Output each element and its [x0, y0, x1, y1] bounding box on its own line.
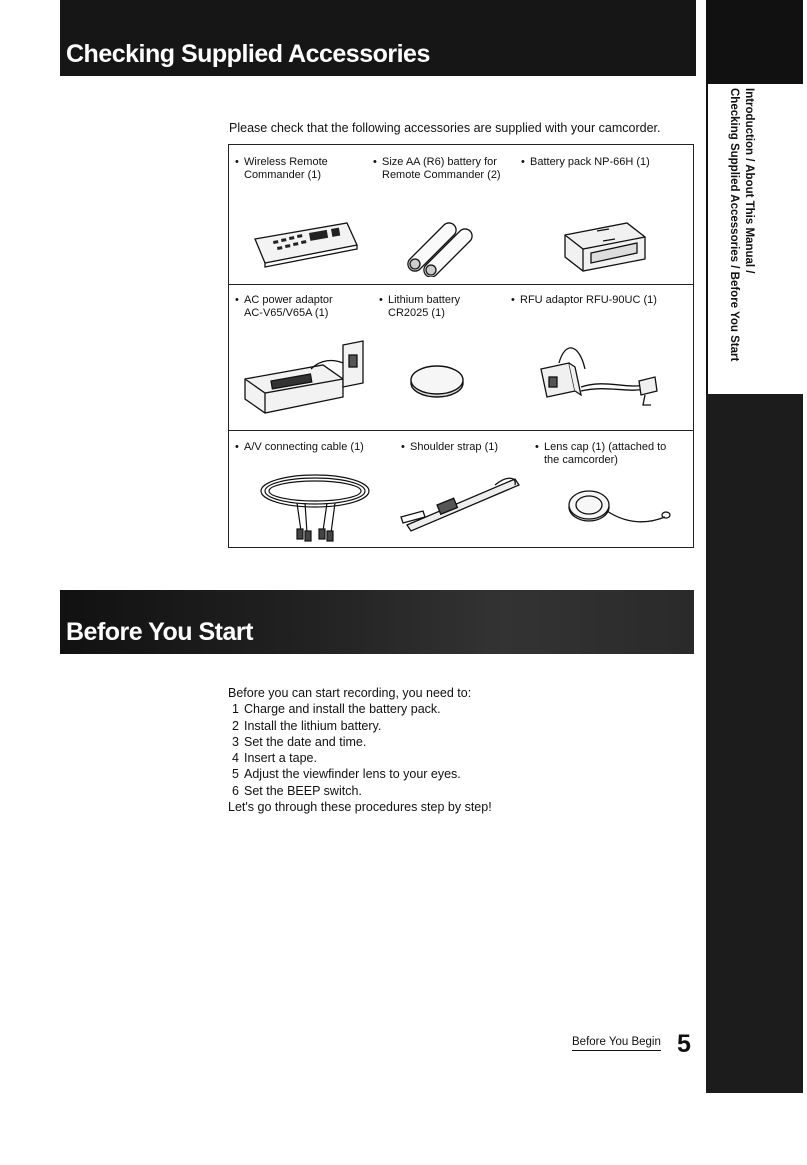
before-you-start-intro: Before you can start recording, you need to: [228, 686, 472, 700]
remote-control-icon [251, 215, 361, 275]
section-title: Before You Start [66, 618, 253, 646]
step-item [228, 718, 492, 734]
accessory-item: • A/V connecting cable (1) [235, 441, 364, 453]
step-number: 2 [232, 718, 239, 733]
av-cable-icon [257, 467, 377, 545]
accessory-name: Battery pack NP-66H (1) [530, 156, 650, 168]
accessory-name: AC power adaptor [244, 294, 333, 306]
accessory-detail: AC-V65/V65A (1) [244, 307, 329, 319]
accessory-item: • Wireless Remote Commander (1) [235, 156, 328, 181]
accessory-detail: Remote Commander (2) [382, 169, 501, 181]
step-text: Set the date and time. [244, 734, 367, 749]
accessory-name: A/V connecting cable (1) [244, 441, 364, 453]
section-header-before-you-start [60, 590, 694, 654]
step-text: Install the lithium battery. [244, 718, 382, 733]
section-title: Checking Supplied Accessories [66, 40, 430, 68]
sidebar-line-2: Checking Supplied Accessories / Before You Start [728, 88, 740, 362]
accessory-item: • Lens cap (1) (attached to the camcorder) [535, 441, 667, 466]
accessory-item: • Size AA (R6) battery for Remote Commander (2) [373, 156, 501, 181]
page-number: 5 [677, 1030, 691, 1058]
ac-adaptor-icon [241, 339, 371, 421]
accessories-table [228, 144, 694, 548]
sidebar-tab-top [706, 0, 803, 84]
accessory-name: Shoulder strap (1) [410, 441, 499, 453]
battery-pack-icon [557, 215, 651, 275]
step-number: 4 [232, 751, 239, 766]
accessories-row [229, 145, 693, 285]
accessories-intro: Please check that the following accessories are supplied with your camcorder. [229, 121, 661, 135]
sidebar-line-1: Introduction / About This Manual / [743, 88, 755, 274]
step-item [228, 701, 492, 717]
sidebar-chapter-label [712, 88, 756, 388]
accessory-name: Wireless Remote [244, 156, 328, 168]
step-text: Charge and install the battery pack. [244, 702, 441, 717]
shoulder-strap-icon [397, 473, 523, 533]
accessory-item: • RFU adaptor RFU-90UC (1) [511, 294, 657, 306]
accessory-name: Size AA (R6) battery for [382, 156, 497, 168]
lens-cap-icon [565, 483, 675, 533]
step-item [228, 766, 492, 782]
step-text: Insert a tape. [244, 751, 317, 766]
sidebar-tab-bottom [706, 394, 803, 1093]
step-number: 5 [232, 767, 239, 782]
steps-list [228, 701, 492, 799]
footer-label: Before You Begin [572, 1036, 661, 1051]
before-you-start-outro: Let's go through these procedures step by step! [228, 800, 492, 815]
step-text: Set the BEEP switch. [244, 783, 362, 798]
accessory-item: • Battery pack NP-66H (1) [521, 156, 650, 168]
accessories-row [229, 431, 693, 547]
rfu-adaptor-icon [535, 339, 665, 419]
accessories-row [229, 285, 693, 431]
step-item [228, 750, 492, 766]
accessory-detail: the camcorder) [544, 454, 618, 466]
accessory-item: • Shoulder strap (1) [401, 441, 499, 453]
step-item [228, 783, 492, 799]
accessory-name: RFU adaptor RFU-90UC (1) [520, 294, 657, 306]
accessory-detail: Commander (1) [244, 169, 322, 181]
footer-section-label [572, 1036, 661, 1048]
aa-batteries-icon [404, 215, 484, 277]
before-you-start-body [228, 685, 492, 815]
step-text: Adjust the viewfinder lens to your eyes. [244, 767, 461, 782]
accessory-name: Lithium battery [388, 294, 461, 306]
accessory-detail: CR2025 (1) [388, 307, 445, 319]
lithium-battery-icon [407, 361, 467, 401]
step-number: 3 [232, 734, 239, 749]
step-number: 6 [232, 783, 239, 798]
step-number: 1 [232, 702, 239, 717]
accessory-name: Lens cap (1) (attached to [544, 441, 667, 453]
accessory-item: • Lithium battery CR2025 (1) [379, 294, 461, 319]
section-header-accessories [60, 0, 696, 76]
accessory-item: • AC power adaptor AC-V65/V65A (1) [235, 294, 333, 319]
step-item [228, 734, 492, 750]
